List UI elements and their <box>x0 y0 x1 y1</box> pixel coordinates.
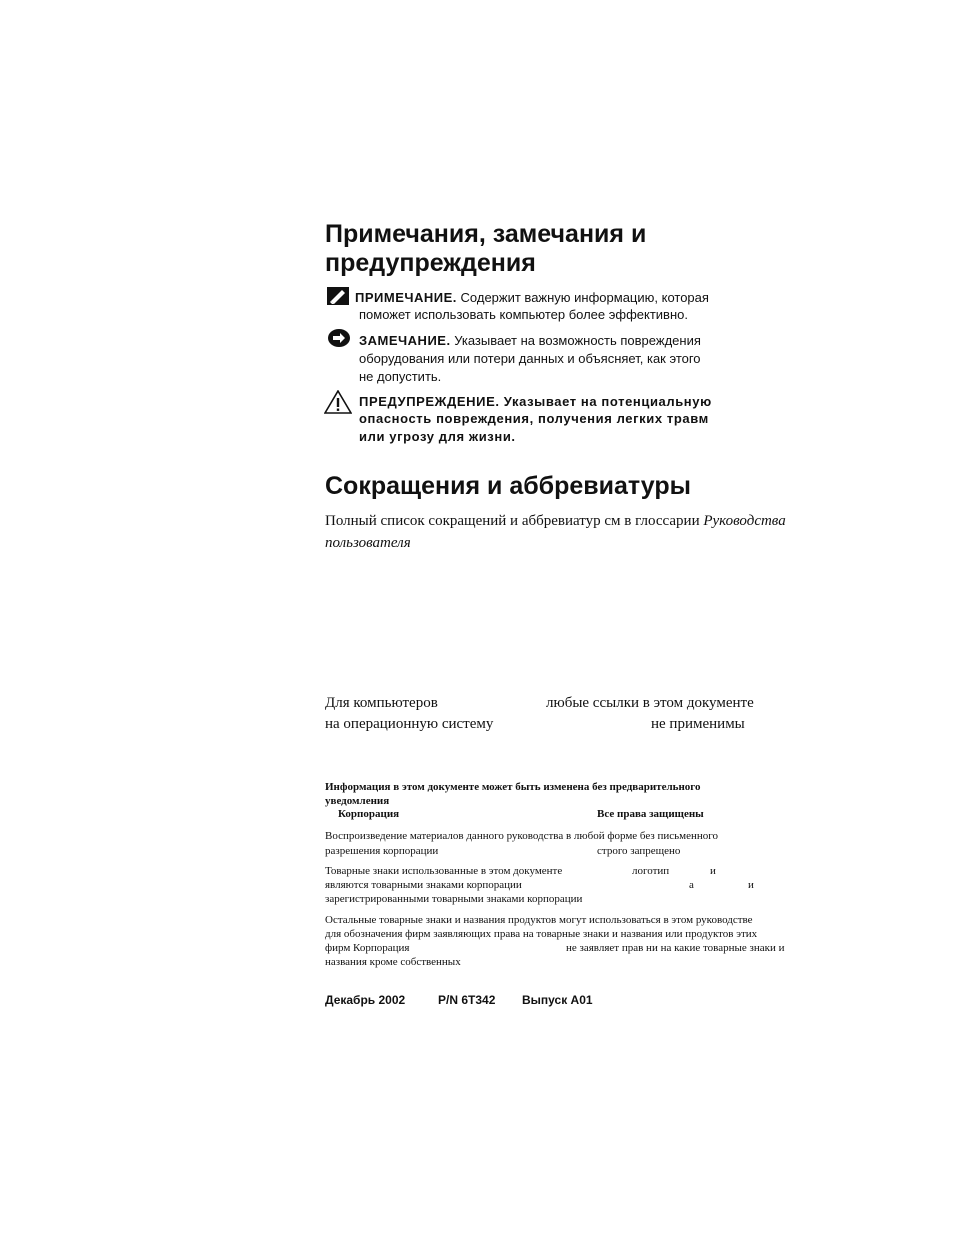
os-note-1a: Для компьютеров <box>325 695 438 711</box>
notice-arrow-icon <box>327 328 351 353</box>
caution-label: ПРЕДУПРЕЖДЕНИЕ. <box>359 394 500 409</box>
legal-other-3a: фирм Корпорация <box>325 942 410 954</box>
legal-tm-2c: и <box>748 879 754 891</box>
notice-line1 <box>359 333 701 348</box>
legal-other-2: для обозначения фирм заявляющих права на товарные знаки и названия или продуктов этих <box>325 928 758 940</box>
legal-tm-3: зарегистрированными товарными знаками корпорации <box>325 893 583 905</box>
legal-tm-1c: и <box>710 865 716 877</box>
abbrev-text-plain: Полный список сокращений и аббревиатур см в глоссарии <box>325 513 700 529</box>
warning-triangle-icon <box>324 390 352 419</box>
note-label: ПРИМЕЧАНИЕ. <box>355 290 457 305</box>
footer-revision: Выпуск A01 <box>522 993 593 1007</box>
os-note-2b: не применимы <box>651 716 745 732</box>
footer-part-number: P/N 6T342 <box>438 993 496 1007</box>
notes-heading-line2: предупреждения <box>325 249 536 277</box>
legal-info-1: Информация в этом документе может быть изменена без предварительного <box>325 781 701 793</box>
caution-line1 <box>359 394 712 409</box>
legal-repro-2b: строго запрещено <box>597 845 681 857</box>
legal-tm-1b: логотип <box>632 865 670 877</box>
footer-date: Декабрь 2002 <box>325 993 406 1007</box>
legal-other-3b: не заявляет прав ни на какие товарные знаки и <box>566 942 785 954</box>
notice-text-2: оборудования или потери данных и объясняет, как этого <box>359 351 701 366</box>
notice-label: ЗАМЕЧАНИЕ. <box>359 333 451 348</box>
legal-repro-1: Воспроизведение материалов данного руководства в любой форме без письменного <box>325 830 719 842</box>
abbrev-heading: Сокращения и аббревиатуры <box>325 472 691 500</box>
pencil-note-icon <box>327 287 349 310</box>
legal-rights: Все права защищены <box>597 808 704 820</box>
os-note-1b: любые ссылки в этом документе <box>546 695 754 711</box>
caution-text-1: Указывает на потенциальную <box>503 394 712 409</box>
caution-text-2: опасность повреждения, получения легких травм <box>359 411 709 426</box>
legal-tm-1a: Товарные знаки использованные в этом документе <box>325 865 563 877</box>
abbrev-text-italic: Руководства <box>703 513 786 529</box>
notice-text-1: Указывает на возможность повреждения <box>454 333 701 348</box>
os-note-2a: на операционную систему <box>325 716 494 732</box>
legal-tm-2a: являются товарными знаками корпорации <box>325 879 522 891</box>
legal-other-4: названия кроме собственных <box>325 956 461 968</box>
note-line1 <box>355 290 709 305</box>
notes-heading-line1: Примечания, замечания и <box>325 220 647 248</box>
abbrev-text-line2: пользователя <box>325 535 411 551</box>
caution-text-3: или угрозу для жизни. <box>359 429 516 444</box>
legal-info-2: уведомления <box>325 795 390 807</box>
notice-text-3: не допустить. <box>359 369 442 384</box>
legal-other-1: Остальные товарные знаки и названия продуктов могут использоваться в этом руководстве <box>325 914 753 926</box>
legal-corp: Корпорация <box>338 808 400 820</box>
note-text-2: поможет использовать компьютер более эффективно. <box>359 307 688 322</box>
abbrev-text-line1 <box>325 513 786 530</box>
legal-tm-2b: а <box>689 879 694 891</box>
note-text-1: Содержит важную информацию, которая <box>460 290 709 305</box>
legal-repro-2a: разрешения корпорации <box>325 845 439 857</box>
